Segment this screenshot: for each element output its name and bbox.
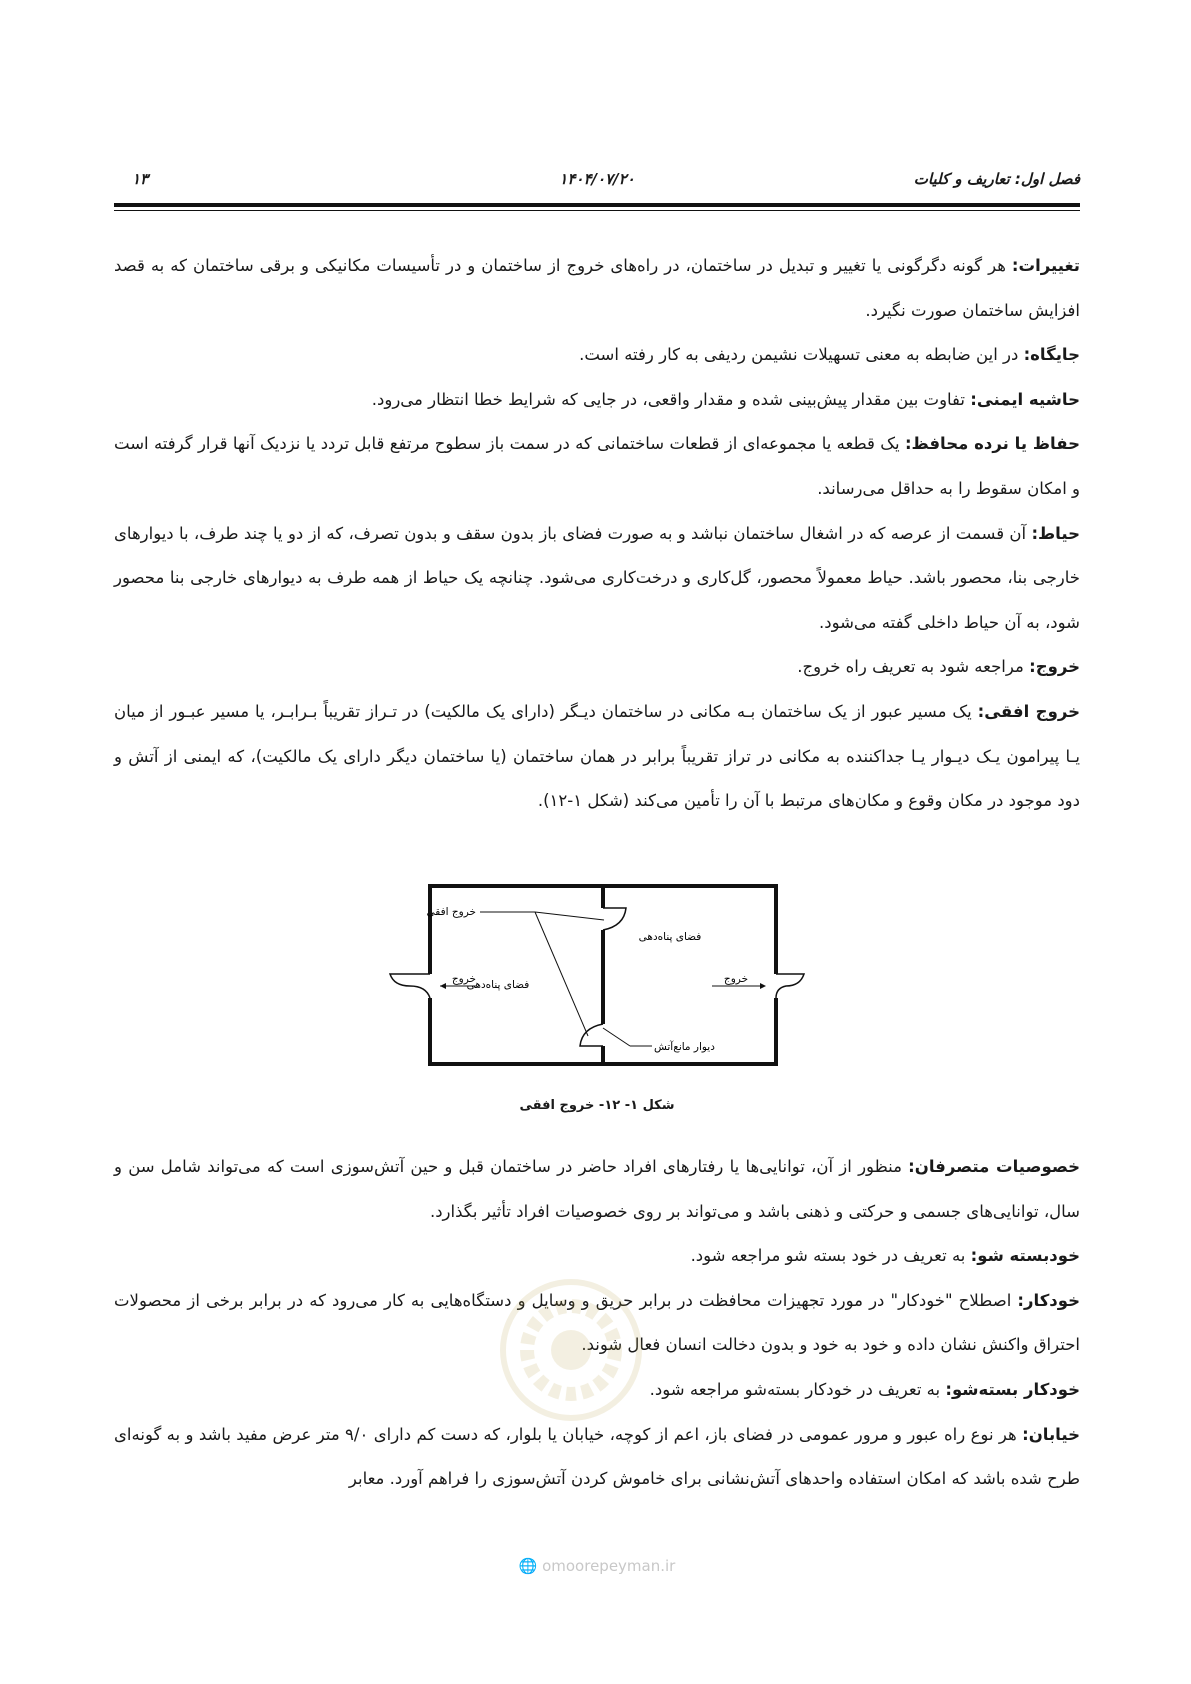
definition-text: اصطلاح "خودکار" در مورد تجهیزات محافظت در برابر حریق و وسایل و دستگاه‌هایی به کار می‌رود که در برابر برخی از محصولات احتراق واکنش نشان داده و خود به خود و بدون دخالت انسان فعال شوند. (114, 1290, 1080, 1355)
label-fire-wall: دیوار مانع‌آتش (654, 1041, 715, 1053)
definition-text: در این ضابطه به معنی تسهیلات نشیمن ردیفی به کار رفته است. (579, 345, 1024, 365)
definition-term: خروج: (1029, 657, 1080, 677)
definition-term: حفاظ یا نرده محافظ: (904, 434, 1080, 454)
watermark-site: 🌐 omoorepeyman.ir (518, 1557, 676, 1575)
definition-entry (114, 378, 1080, 423)
definition-term: حیاط: (1031, 523, 1080, 543)
door-gap-left (424, 974, 436, 998)
definition-term: تغییرات: (1011, 256, 1080, 275)
header-rule-thick (114, 203, 1080, 207)
definition-term: جایگاه: (1023, 345, 1080, 365)
definition-text: یک مسیر عبور از یک ساختمان بـه مکانی در ساختمان دیـگر (دارای یک مالکیت) در تـراز تقریباً بـرابـر، یا مسیر عبـور از میان یـا پیرامون یـک دیـوار یـا جداکننده به مکانی در تراز تقریباً برابر در همان ساختمان (یا ساختمان دیگر دارای یک مالکیت)، که ایمنی از آتش و دود موجود در مکان وقوع و مکان‌های مرتبط با آن را تأمین می‌کند (شکل ۱-۱۲). (114, 701, 1080, 811)
watermark-logo (496, 1255, 646, 1445)
label-refuge-left: فضای پناه‌دهی (466, 979, 530, 991)
definition-term: خیابان: (1022, 1424, 1080, 1444)
definition-entry (114, 244, 1080, 333)
watermark-center (551, 1330, 591, 1370)
definition-text: به تعریف در خودکار بسته‌شو مراجعه شود. (649, 1379, 946, 1399)
leader-line (535, 912, 588, 1036)
definition-text: هر نوع راه عبور و مرور عمومی در فضای باز، اعم از کوچه، خیابان یا بلوار، که دست کم دارای ۹/۰ متر عرض مفید باشد و به گونه‌ای طرح شده باشد که امکان استفاده واحدهای آتش‌نشانی برای خاموش کردن آتش‌سوزی را فراهم آورد. معابر (114, 1424, 1080, 1489)
page-header (114, 170, 1080, 196)
definition-entry (114, 645, 1080, 690)
definition-text: هر گونه دگرگونی یا تغییر و تبدیل در ساختمان، در راه‌های خروج از ساختمان و در تأسیسات مکانیکی و برقی ساختمان که به قصد افزایش ساختمان صورت نگیرد. (114, 256, 1080, 320)
label-horizontal-exit: خروج افقی (426, 906, 476, 918)
definition-text: آن قسمت از عرصه که در اشغال ساختمان نباشد و به صورت فضای باز بدون سقف و بدون تصرف، که از دو یا چند طرف، با دیوارهای خارجی بنا، محصور باشد. حیاط معمولاً محصور، گل‌کاری و درخت‌کاری می‌شود. چنانچه یک حیاط از همه طرف به دیوارهای خارجی بنا محصور شود، به آن حیاط داخلی گفته می‌شود. (114, 523, 1080, 632)
chapter-title: فصل اول: تعاریف و کلیات (913, 170, 1080, 188)
page-number: ۱۳ (132, 170, 149, 188)
header-date: ۱۴۰۴/۰۷/۲۰ (559, 170, 635, 188)
horizontal-exit-diagram (380, 878, 810, 1073)
definition-entry (114, 512, 1080, 646)
definition-entry (114, 1145, 1080, 1234)
label-exit-left: خروج (451, 973, 476, 985)
label-exit-right: خروج (723, 973, 749, 985)
definition-term: خودکار: (1017, 1290, 1080, 1310)
definition-text: منظور از آن، توانایی‌ها یا رفتارهای افراد حاضر در ساختمان قبل و حین آتش‌سوزی است که می‌تواند شامل سن و سال، توانایی‌های جسمی و حرکتی و ذهنی باشد و می‌تواند بر روی خصوصیات افراد تأثیر بگذارد. (114, 1157, 1080, 1221)
definition-entry (114, 690, 1080, 824)
definition-term: خروج افقی: (977, 701, 1080, 721)
definition-term: خودکار بسته‌شو: (945, 1379, 1080, 1399)
figure-caption: شکل ۱- ۱۲- خروج افقی (519, 1098, 675, 1113)
definition-text: تفاوت بین مقدار پیش‌بینی شده و مقدار واقعی، در جایی که شرایط خطا انتظار می‌رود. (371, 389, 971, 409)
header-rule-thin (114, 210, 1080, 211)
definition-entry (114, 333, 1080, 378)
definition-term: حاشیه ایمنی: (970, 389, 1080, 409)
watermark-site-text: omoorepeyman.ir (542, 1557, 676, 1575)
definition-entry (114, 422, 1080, 511)
arrowhead-right (760, 983, 766, 989)
definition-text: مراجعه شود به تعریف راه خروج. (797, 657, 1030, 677)
definitions-block-1 (114, 244, 1080, 824)
label-refuge-right: فضای پناه‌دهی (638, 931, 702, 943)
definition-term: خودبسته شو: (970, 1246, 1080, 1266)
definition-text: به تعریف در خود بسته شو مراجعه شود. (690, 1246, 971, 1266)
door-gap-wall-bottom (597, 1024, 609, 1046)
definition-term: خصوصیات متصرفان: (908, 1157, 1080, 1176)
leader-line (535, 912, 604, 920)
arrowhead-left (440, 983, 446, 989)
definition-text: یک قطعه یا مجموعه‌ای از قطعات ساختمانی که در سمت باز سطوح مرتفع قابل تردد یا نزدیک آنها قرار گرفته است و امکان سقوط را به حداقل می‌رساند. (114, 434, 1080, 498)
